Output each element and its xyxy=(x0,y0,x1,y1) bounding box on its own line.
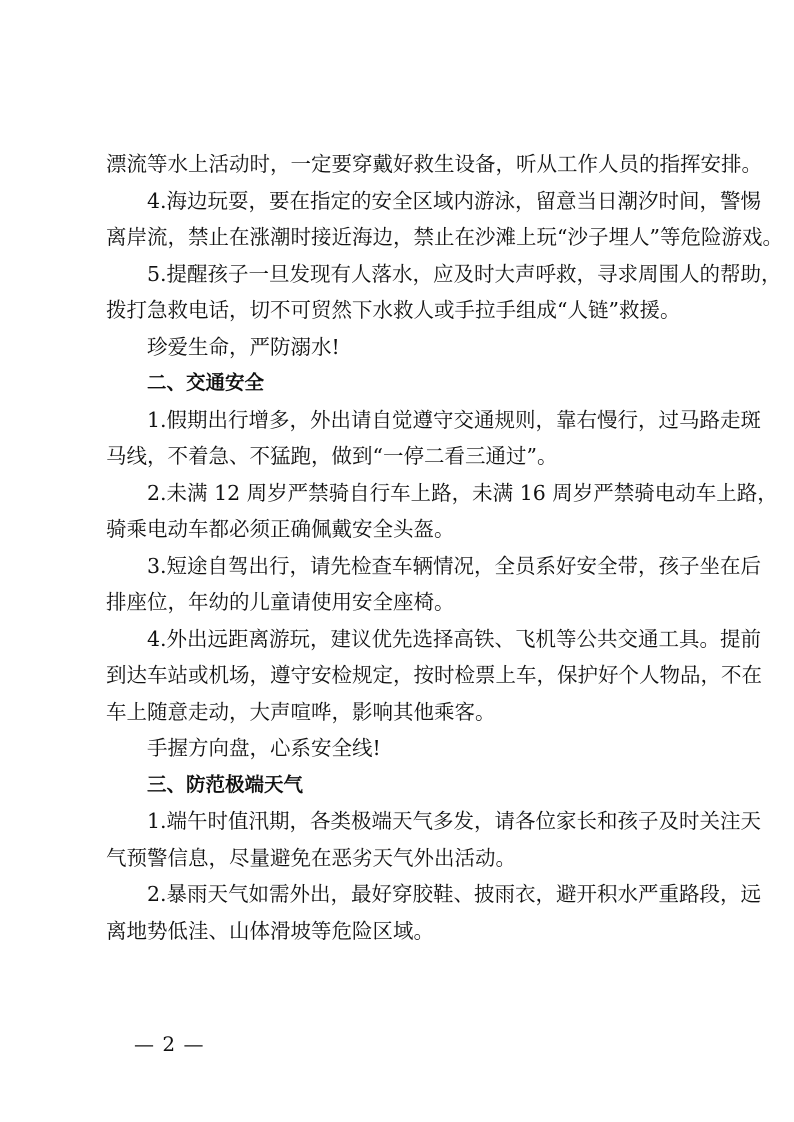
paragraph-line: 1.假期出行增多，外出请自觉遵守交通规则，靠右慢行，过马路走斑 xyxy=(147,407,762,432)
slogan-line: 手握方向盘，心系安全线! xyxy=(147,736,381,760)
document-body xyxy=(106,146,783,949)
paragraph-line: 拨打急救电话，切不可贸然下水救人或手拉手组成“人链”救援。 xyxy=(106,298,681,322)
paragraph-line: 4.外出远距离游玩，建议优先选择高铁、飞机等公共交通工具。提前 xyxy=(147,626,762,651)
paragraph-line: 5.提醒孩子一旦发现有人落水，应及时大声呼救，寻求周围人的帮助， xyxy=(147,261,782,286)
paragraph-line: 4.海边玩耍，要在指定的安全区域内游泳，留意当日潮汐时间，警惕 xyxy=(147,188,762,213)
paragraph-line: 2.暴雨天气如需外出，最好穿胶鞋、披雨衣，避开积水严重路段，远 xyxy=(147,882,762,906)
paragraph-line: 到达车站或机场，遵守安检规定，按时检票上车，保护好个人物品，不在 xyxy=(106,663,762,687)
section-heading-traffic-safety: 二、交通安全 xyxy=(147,371,265,394)
slogan-line: 珍爱生命，严防溺水! xyxy=(147,334,340,359)
paragraph-line: 排座位，年幼的儿童请使用安全座椅。 xyxy=(106,590,455,614)
paragraph-line: 漂流等水上活动时，一定要穿戴好救生设备，听从工作人员的指挥安排。 xyxy=(106,152,762,176)
page-number: — 2 — xyxy=(134,1032,205,1056)
paragraph-line: 2.未满 12 周岁严禁骑自行车上路，未满 16 周岁严禁骑电动车上路， xyxy=(147,480,778,505)
paragraph-line: 车上随意走动，大声喧哗，影响其他乘客。 xyxy=(106,699,496,724)
paragraph-line: 离岸流，禁止在涨潮时接近海边，禁止在沙滩上玩“沙子埋人”等危险游戏。 xyxy=(106,225,783,249)
paragraph-line: 骑乘电动车都必须正确佩戴安全头盔。 xyxy=(106,517,455,541)
paragraph-line: 离地势低洼、山体滑坡等危险区域。 xyxy=(106,918,434,943)
paragraph-line: 气预警信息，尽量避免在恶劣天气外出活动。 xyxy=(106,845,516,870)
paragraph-line: 马线，不着急、不猛跑，做到“一停二看三通过”。 xyxy=(106,444,558,468)
paragraph-line: 3.短途自驾出行，请先检查车辆情况，全员系好安全带，孩子坐在后 xyxy=(147,553,762,578)
section-heading-extreme-weather: 三、防范极端天气 xyxy=(147,772,304,796)
paragraph-line: 1.端午时值汛期，各类极端天气多发，请各位家长和孩子及时关注天 xyxy=(147,809,762,833)
